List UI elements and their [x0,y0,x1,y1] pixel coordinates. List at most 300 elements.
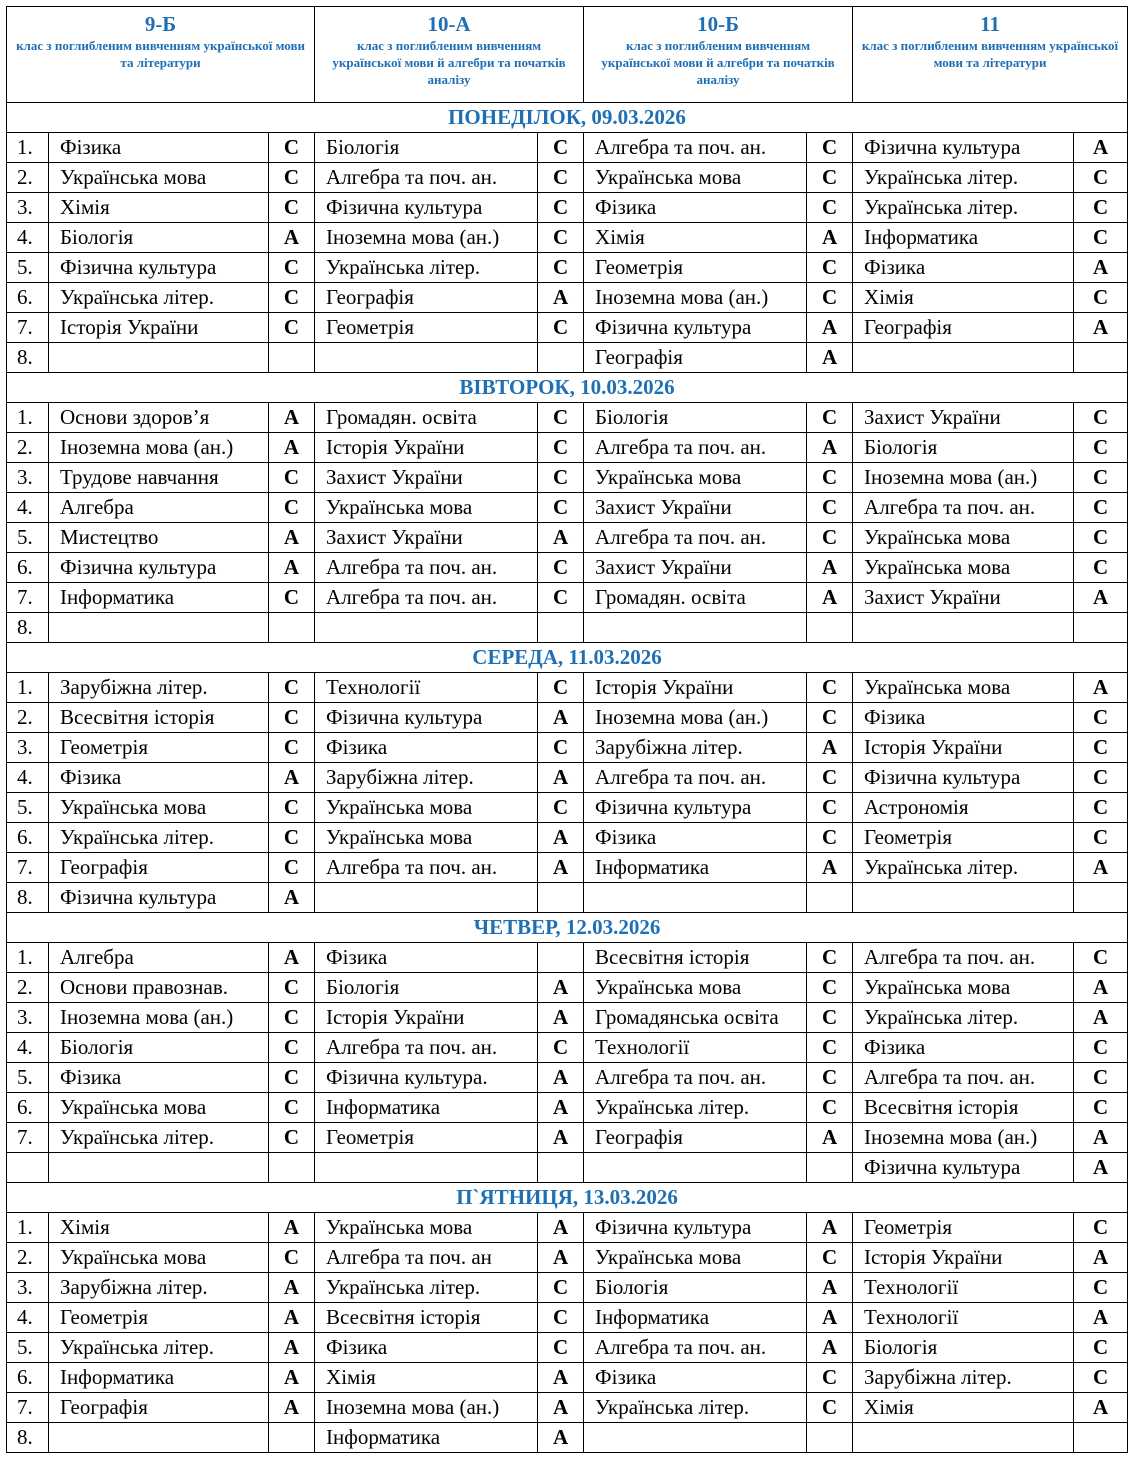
lesson-row [7,1243,1128,1273]
lesson-subject [853,613,1074,643]
lesson-mode: С [269,463,315,493]
lesson-subject: Громадян. освіта [315,403,538,433]
lesson-mode: А [1074,1243,1128,1273]
lesson-mode: С [1074,703,1128,733]
lesson-mode: С [269,1033,315,1063]
lesson-row [7,223,1128,253]
lesson-number: 7. [7,313,49,343]
lesson-subject: Географія [49,1393,269,1423]
lesson-mode [807,883,853,913]
lesson-mode: А [538,1063,584,1093]
lesson-subject: Алгебра та поч. ан. [584,433,807,463]
lesson-mode: А [807,733,853,763]
lesson-mode: С [538,733,584,763]
day-title: П`ЯТНИЦЯ, 13.03.2026 [7,1183,1128,1213]
lesson-row [7,403,1128,433]
class-description: клас з поглибленим вивченням української мови та літератури [16,38,305,70]
lesson-row [7,1303,1128,1333]
lesson-number: 8. [7,1423,49,1453]
lesson-row [7,733,1128,763]
lesson-mode: С [807,763,853,793]
lesson-subject: Технології [584,1033,807,1063]
lesson-mode: С [538,493,584,523]
lesson-number: 5. [7,523,49,553]
lesson-mode: С [807,193,853,223]
lesson-number: 2. [7,973,49,1003]
lesson-subject: Українська літер. [853,853,1074,883]
lesson-mode: С [269,313,315,343]
lesson-row [7,523,1128,553]
lesson-mode: С [538,553,584,583]
lesson-subject: Основи здоров’я [49,403,269,433]
lesson-number: 1. [7,133,49,163]
lesson-subject: Українська мова [315,793,538,823]
class-header-10b [584,7,853,103]
lesson-subject: Зарубіжна літер. [49,673,269,703]
lesson-row [7,1063,1128,1093]
lesson-mode: С [1074,433,1128,463]
lesson-mode: С [538,223,584,253]
class-name: 10-Б [697,12,739,36]
lesson-subject: Алгебра та поч. ан. [853,1063,1074,1093]
lesson-mode [807,1153,853,1183]
lesson-row [7,1363,1128,1393]
lesson-mode: А [1074,1303,1128,1333]
lesson-subject: Іноземна мова (ан.) [853,1123,1074,1153]
lesson-number: 3. [7,733,49,763]
lesson-mode: С [269,1243,315,1273]
lesson-subject: Українська мова [315,493,538,523]
lesson-mode: С [269,673,315,703]
lesson-subject: Українська мова [49,1093,269,1123]
lesson-mode: С [807,1003,853,1033]
lesson-subject: Українська мова [853,973,1074,1003]
day-header-row [7,103,1128,133]
lesson-subject: Мистецтво [49,523,269,553]
lesson-mode: С [538,313,584,343]
lesson-mode: С [1074,763,1128,793]
lesson-mode: А [538,703,584,733]
lesson-subject [584,883,807,913]
lesson-mode: А [1074,1153,1128,1183]
lesson-subject: Інформатика [315,1423,538,1453]
lesson-mode: А [1074,1003,1128,1033]
lesson-subject: Фізична культура [315,703,538,733]
lesson-mode: С [1074,283,1128,313]
lesson-subject: Географія [584,343,807,373]
lesson-mode: С [1074,223,1128,253]
lesson-row [7,613,1128,643]
lesson-mode: А [1074,583,1128,613]
lesson-subject: Геометрія [853,823,1074,853]
lesson-subject: Історія України [315,1003,538,1033]
lesson-number: 6. [7,553,49,583]
lesson-subject: Всесвітня історія [584,943,807,973]
lesson-subject [853,883,1074,913]
lesson-mode: С [269,133,315,163]
lesson-subject: Фізика [853,703,1074,733]
lesson-mode: А [538,1093,584,1123]
lesson-mode: С [538,1273,584,1303]
lesson-mode: С [1074,553,1128,583]
lesson-subject [49,343,269,373]
lesson-number: 2. [7,703,49,733]
lesson-subject: Українська літер. [584,1093,807,1123]
lesson-subject: Українська мова [584,1243,807,1273]
lesson-mode: А [807,433,853,463]
lesson-mode: А [269,403,315,433]
lesson-subject: Фізична культура [49,883,269,913]
lesson-subject: Фізична культура [315,193,538,223]
lesson-row [7,1153,1128,1183]
lesson-subject: Історія України [49,313,269,343]
lesson-mode: С [538,463,584,493]
lesson-mode: С [269,583,315,613]
lesson-subject: Хімія [853,1393,1074,1423]
lesson-mode: С [1074,1033,1128,1063]
lesson-mode: А [269,553,315,583]
lesson-number: 5. [7,253,49,283]
lesson-subject [49,613,269,643]
lesson-subject [315,1153,538,1183]
lesson-subject: Всесвітня історія [49,703,269,733]
lesson-subject: Хімія [315,1363,538,1393]
lesson-subject: Українська літер. [49,1333,269,1363]
lesson-subject: Алгебра та поч. ан. [315,553,538,583]
class-name: 9-Б [144,12,177,36]
lesson-mode: А [538,973,584,1003]
lesson-mode: А [807,1303,853,1333]
lesson-subject: Інформатика [49,583,269,613]
lesson-subject [853,343,1074,373]
lesson-mode: А [269,763,315,793]
lesson-subject: Алгебра та поч. ан. [853,493,1074,523]
lesson-mode: А [538,853,584,883]
lesson-subject: Геометрія [49,733,269,763]
lesson-number: 3. [7,463,49,493]
lesson-subject: Технології [853,1303,1074,1333]
lesson-mode: С [269,823,315,853]
lesson-subject: Українська літер. [315,1273,538,1303]
class-header-row [7,7,1128,103]
lesson-subject: Захист України [315,523,538,553]
lesson-subject: Українська мова [853,673,1074,703]
lesson-subject: Фізична культура [584,313,807,343]
lesson-subject: Історія України [584,673,807,703]
lesson-mode: А [1074,133,1128,163]
lesson-subject: Історія України [853,1243,1074,1273]
lesson-subject: Фізика [49,763,269,793]
lesson-mode: С [1074,193,1128,223]
lesson-subject: Фізика [49,1063,269,1093]
day-header-row [7,643,1128,673]
lesson-subject: Захист України [853,583,1074,613]
class-name: 10-А [427,12,471,36]
lesson-mode: А [538,283,584,313]
lesson-subject: Біологія [315,973,538,1003]
lesson-mode: С [807,1033,853,1063]
lesson-subject: Зарубіжна літер. [315,763,538,793]
lesson-mode: С [269,733,315,763]
lesson-mode: С [538,1033,584,1063]
lesson-mode [538,1153,584,1183]
lesson-subject: Зарубіжна літер. [49,1273,269,1303]
lesson-subject [584,613,807,643]
lesson-mode: А [1074,253,1128,283]
lesson-mode: С [538,403,584,433]
lesson-mode [538,613,584,643]
lesson-subject [49,1153,269,1183]
lesson-row [7,853,1128,883]
lesson-mode: С [269,253,315,283]
day-title: СЕРЕДА, 11.03.2026 [7,643,1128,673]
lesson-subject: Географія [853,313,1074,343]
day-header-row [7,1183,1128,1213]
lesson-number: 7. [7,1123,49,1153]
lesson-row [7,1123,1128,1153]
lesson-subject: Українська мова [315,823,538,853]
lesson-subject: Українська мова [315,1213,538,1243]
lesson-subject [315,883,538,913]
lesson-subject: Географія [584,1123,807,1153]
lesson-subject: Історія України [853,733,1074,763]
lesson-subject: Захист України [853,403,1074,433]
lesson-row [7,1033,1128,1063]
lesson-mode: С [807,523,853,553]
lesson-mode: С [269,703,315,733]
lesson-mode: А [538,1123,584,1153]
lesson-mode: С [807,1363,853,1393]
lesson-row [7,883,1128,913]
lesson-mode [269,1153,315,1183]
lesson-subject: Фізика [853,1033,1074,1063]
lesson-row [7,463,1128,493]
lesson-mode: А [807,583,853,613]
lesson-subject: Фізика [584,823,807,853]
lesson-subject: Алгебра та поч. ан. [584,133,807,163]
lesson-mode: С [269,283,315,313]
lesson-mode: А [269,943,315,973]
lesson-subject: Фізика [853,253,1074,283]
lesson-subject: Громадян. освіта [584,583,807,613]
class-description: клас з поглибленим вивченням української мови та літератури [861,38,1119,70]
schedule-table [6,6,1128,1453]
lesson-number: 2. [7,1243,49,1273]
lesson-row [7,1393,1128,1423]
lesson-row [7,1003,1128,1033]
lesson-mode: С [1074,403,1128,433]
lesson-subject: Громадянська освіта [584,1003,807,1033]
lesson-subject: Трудове навчання [49,463,269,493]
lesson-subject: Алгебра та поч. ан. [584,763,807,793]
lesson-subject: Українська літер. [853,163,1074,193]
lesson-mode: А [1074,853,1128,883]
lesson-subject: Українська мова [584,163,807,193]
lesson-mode: С [1074,1273,1128,1303]
lesson-subject: Хімія [49,1213,269,1243]
lesson-number: 6. [7,823,49,853]
lesson-mode: С [538,163,584,193]
lesson-row [7,703,1128,733]
lesson-subject [49,1423,269,1453]
lesson-number: 4. [7,763,49,793]
lesson-mode: А [807,1273,853,1303]
lesson-mode: С [538,1303,584,1333]
lesson-row [7,1213,1128,1243]
class-description: клас з поглибленим вивченням української мови й алгебри та початків аналізу [332,38,566,87]
lesson-number [7,1153,49,1183]
lesson-mode [538,943,584,973]
lesson-subject: Українська літер. [49,1123,269,1153]
lesson-subject: Основи правознав. [49,973,269,1003]
lesson-mode: С [1074,523,1128,553]
lesson-row [7,253,1128,283]
lesson-mode: С [538,253,584,283]
lesson-mode [269,343,315,373]
lesson-mode: А [269,1393,315,1423]
lesson-mode: А [1074,973,1128,1003]
lesson-subject: Українська літер. [49,283,269,313]
lesson-row [7,1333,1128,1363]
lesson-mode: С [1074,1333,1128,1363]
lesson-subject: Зарубіжна літер. [584,733,807,763]
lesson-row [7,193,1128,223]
lesson-subject: Фізична культура [49,253,269,283]
lesson-number: 4. [7,1033,49,1063]
lesson-row [7,343,1128,373]
lesson-number: 3. [7,193,49,223]
lesson-number: 7. [7,853,49,883]
lesson-mode: С [807,703,853,733]
lesson-row [7,583,1128,613]
lesson-mode: А [807,313,853,343]
day-header-row [7,373,1128,403]
lesson-subject: Іноземна мова (ан.) [584,703,807,733]
lesson-subject: Біологія [853,1333,1074,1363]
lesson-mode: С [538,433,584,463]
lesson-mode: С [1074,823,1128,853]
lesson-subject: Українська літер. [853,193,1074,223]
lesson-number: 6. [7,1363,49,1393]
lesson-subject: Українська мова [584,973,807,1003]
lesson-number: 4. [7,1303,49,1333]
lesson-mode: А [269,523,315,553]
lesson-row [7,493,1128,523]
lesson-subject: Алгебра та поч. ан. [584,1333,807,1363]
lesson-mode [1074,343,1128,373]
lesson-number: 8. [7,883,49,913]
lesson-mode: С [269,973,315,1003]
lesson-subject: Астрономія [853,793,1074,823]
lesson-number: 7. [7,583,49,613]
lesson-subject: Українська мова [853,523,1074,553]
lesson-number: 1. [7,673,49,703]
lesson-subject: Українська мова [49,793,269,823]
lesson-subject: Інформатика [315,1093,538,1123]
lesson-number: 2. [7,163,49,193]
lesson-number: 5. [7,1063,49,1093]
lesson-mode: А [269,433,315,463]
lesson-mode [807,1423,853,1453]
lesson-mode: С [1074,793,1128,823]
lesson-subject: Алгебра та поч. ан. [315,163,538,193]
lesson-subject: Алгебра та поч. ан. [315,1033,538,1063]
day-title: ЧЕТВЕР, 12.03.2026 [7,913,1128,943]
lesson-mode: С [807,823,853,853]
lesson-subject: Фізика [584,1363,807,1393]
lesson-subject: Хімія [853,283,1074,313]
lesson-subject: Геометрія [315,1123,538,1153]
lesson-subject: Українська літер. [315,253,538,283]
lesson-subject: Фізична культура [853,1153,1074,1183]
lesson-number: 5. [7,793,49,823]
lesson-subject: Всесвітня історія [315,1303,538,1333]
lesson-subject: Іноземна мова (ан.) [315,223,538,253]
lesson-mode: С [1074,493,1128,523]
lesson-mode: А [807,853,853,883]
lesson-row [7,823,1128,853]
lesson-mode: С [1074,463,1128,493]
lesson-mode: А [807,1123,853,1153]
lesson-row [7,673,1128,703]
lesson-row [7,943,1128,973]
lesson-subject [584,1153,807,1183]
lesson-subject: Алгебра [49,943,269,973]
lesson-subject: Іноземна мова (ан.) [49,1003,269,1033]
lesson-subject: Всесвітня історія [853,1093,1074,1123]
class-description: клас з поглибленим вивченням української мови й алгебри та початків аналізу [601,38,835,87]
lesson-mode [538,343,584,373]
lesson-mode: С [807,493,853,523]
lesson-subject: Українська літер. [49,823,269,853]
lesson-mode: С [269,853,315,883]
lesson-subject: Фізика [584,193,807,223]
lesson-subject: Інформатика [584,1303,807,1333]
lesson-subject: Алгебра та поч. ан. [315,583,538,613]
lesson-mode: А [538,1393,584,1423]
class-header-9b [7,7,315,103]
lesson-subject: Фізична культура [584,793,807,823]
lesson-subject: Іноземна мова (ан.) [584,283,807,313]
lesson-mode: С [538,793,584,823]
lesson-mode: С [1074,163,1128,193]
lesson-mode: С [807,673,853,703]
lesson-row [7,793,1128,823]
lesson-number: 1. [7,403,49,433]
lesson-mode: А [538,1423,584,1453]
lesson-subject: Іноземна мова (ан.) [315,1393,538,1423]
day-header-row [7,913,1128,943]
lesson-subject [315,613,538,643]
lesson-mode: С [1074,1063,1128,1093]
lesson-number: 4. [7,493,49,523]
lesson-mode [269,613,315,643]
lesson-mode: А [1074,313,1128,343]
lesson-number: 1. [7,943,49,973]
lesson-subject: Хімія [49,193,269,223]
lesson-mode: А [269,1333,315,1363]
lesson-subject: Технології [315,673,538,703]
lesson-subject: Географія [315,283,538,313]
lesson-subject: Зарубіжна літер. [853,1363,1074,1393]
lesson-number: 8. [7,343,49,373]
lesson-subject: Біологія [49,223,269,253]
lesson-subject: Інформатика [853,223,1074,253]
lesson-subject: Фізична культура [584,1213,807,1243]
lesson-subject: Геометрія [315,313,538,343]
lesson-subject: Алгебра та поч. ан. [315,853,538,883]
lesson-subject: Біологія [49,1033,269,1063]
